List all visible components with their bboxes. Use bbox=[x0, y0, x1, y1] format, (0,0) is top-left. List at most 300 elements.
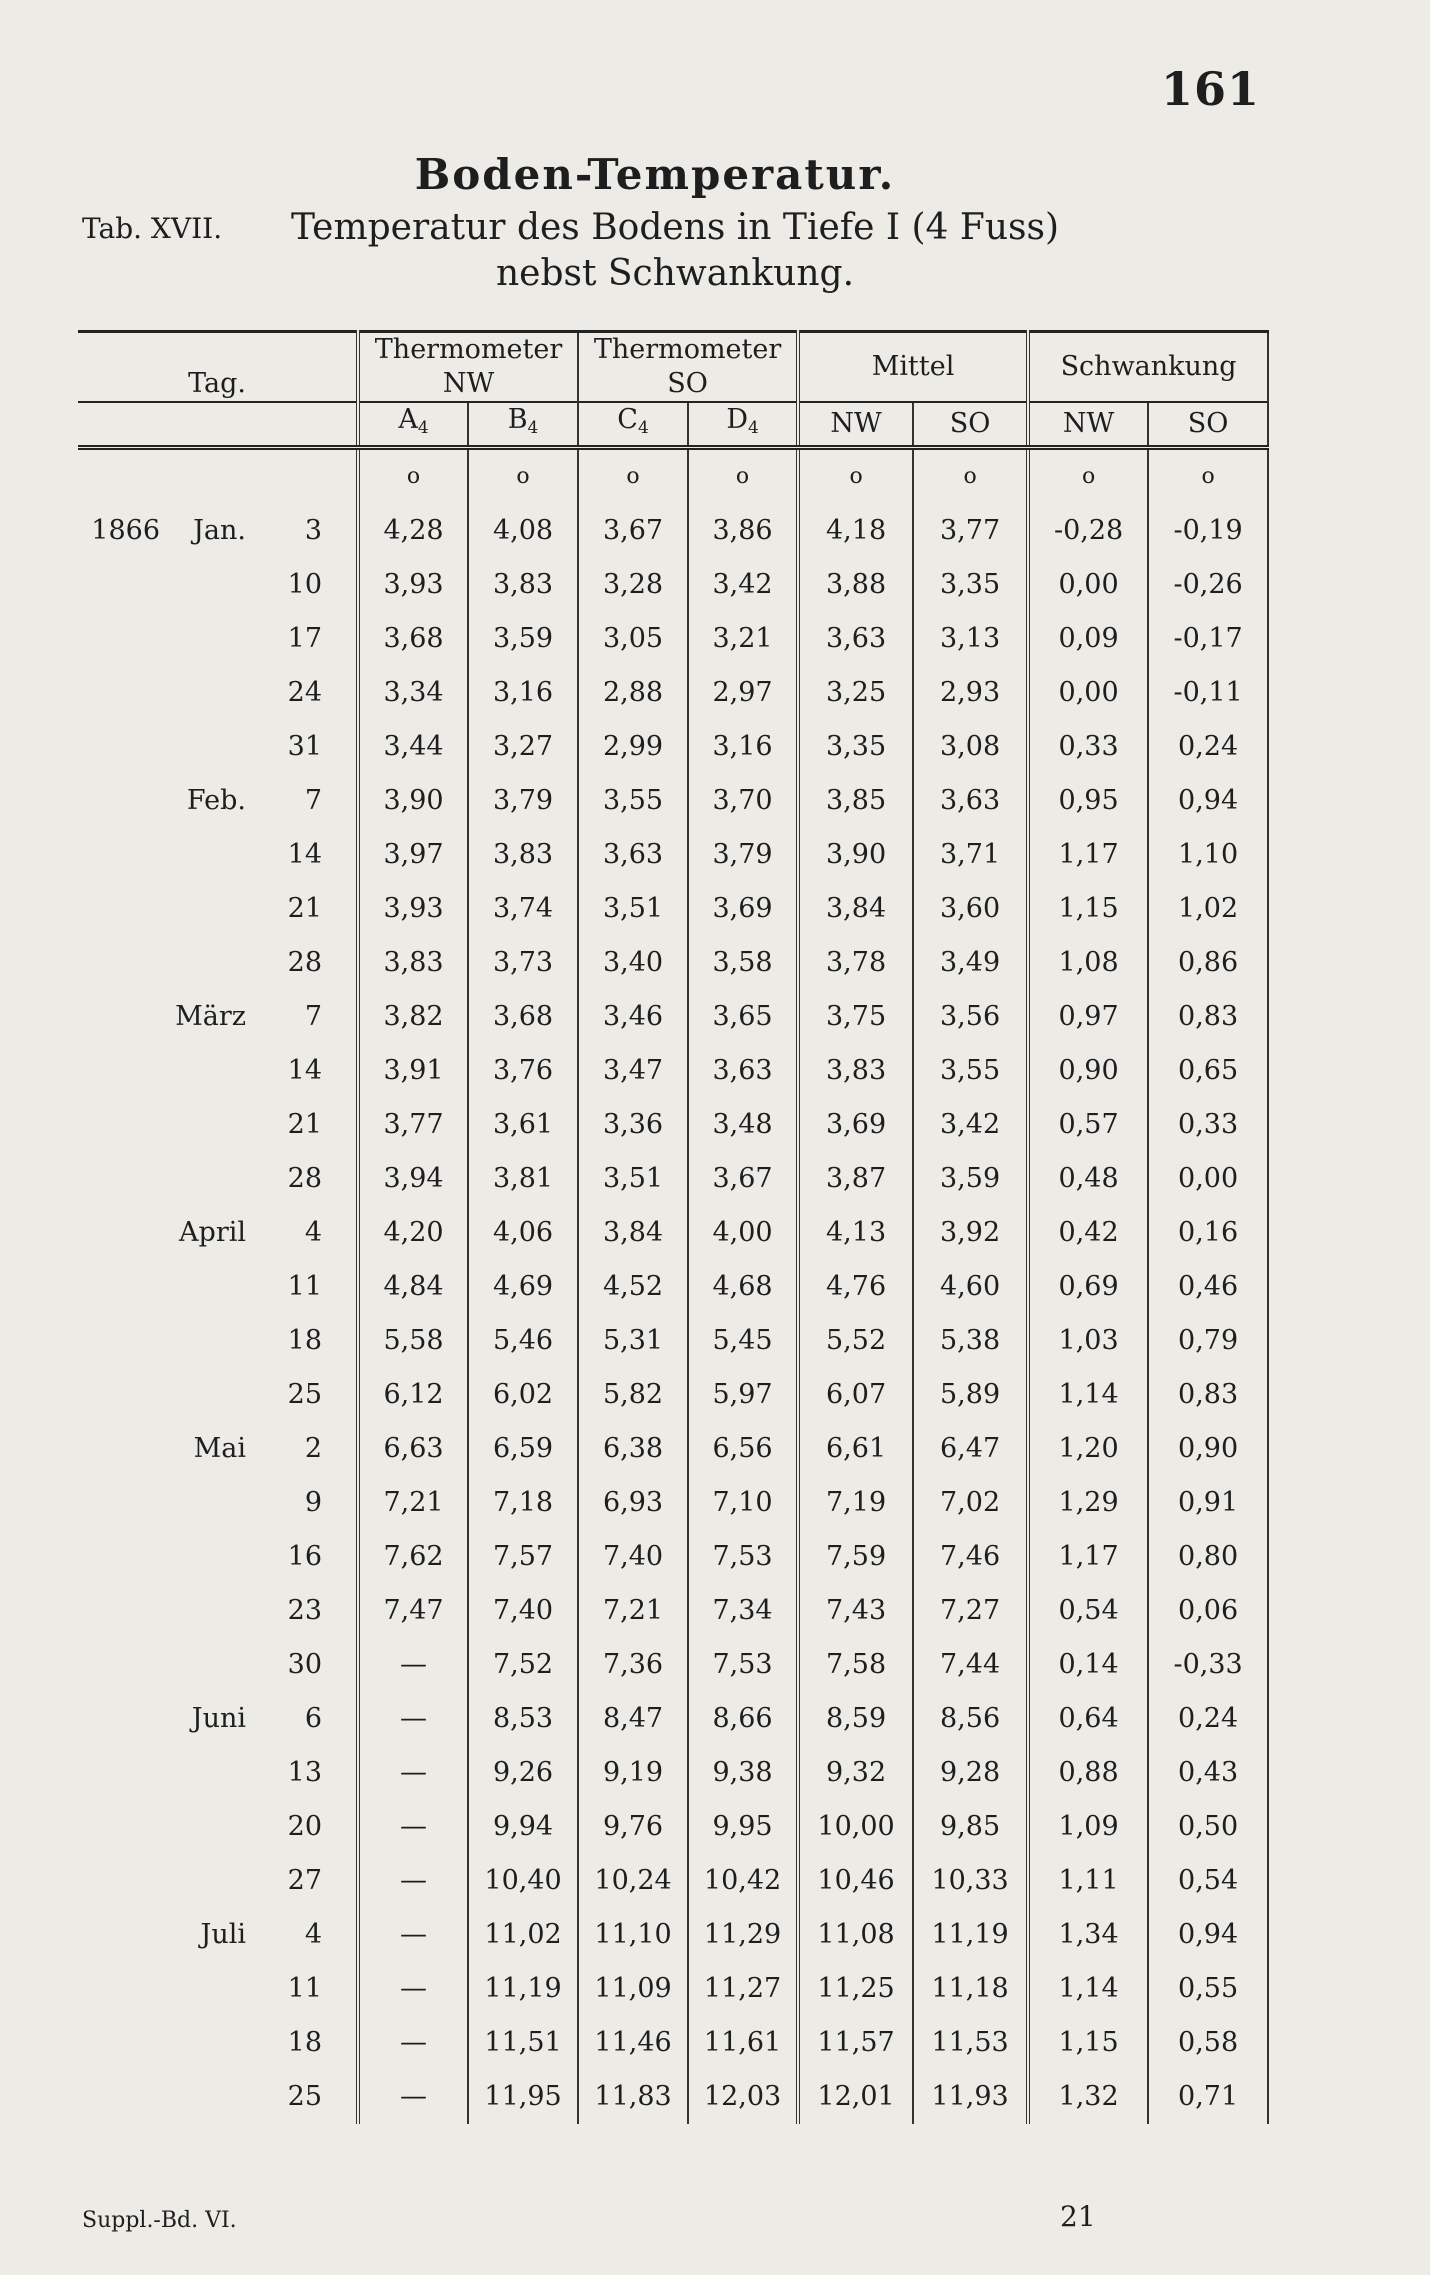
cell-schwankung-nw: 0,48 bbox=[1028, 1152, 1148, 1206]
row-day: 25 bbox=[287, 2081, 323, 2112]
row-year bbox=[78, 1692, 168, 1746]
row-month: März bbox=[175, 1001, 246, 1032]
cell-d4: 3,16 bbox=[688, 720, 798, 774]
cell-schwankung-nw: 0,64 bbox=[1028, 1692, 1148, 1746]
cell-b4: 7,52 bbox=[468, 1638, 578, 1692]
row-day: 24 bbox=[287, 677, 323, 708]
cell-c4: 2,88 bbox=[578, 666, 688, 720]
table-row bbox=[78, 1152, 1268, 1206]
cell-c4: 11,09 bbox=[578, 1962, 688, 2016]
cell-schwankung-nw: 0,57 bbox=[1028, 1098, 1148, 1152]
row-year bbox=[78, 1746, 168, 1800]
cell-d4: 4,68 bbox=[688, 1260, 798, 1314]
cell-mittel-nw: 3,78 bbox=[798, 936, 913, 990]
unit-row bbox=[78, 448, 1268, 505]
table-row bbox=[78, 1098, 1268, 1152]
cell-schwankung-nw: 1,08 bbox=[1028, 936, 1148, 990]
table-row bbox=[78, 1044, 1268, 1098]
cell-schwankung-nw: 1,32 bbox=[1028, 2070, 1148, 2124]
cell-schwankung-so: 0,65 bbox=[1148, 1044, 1268, 1098]
cell-mittel-nw: 3,87 bbox=[798, 1152, 913, 1206]
cell-c4: 3,47 bbox=[578, 1044, 688, 1098]
cell-a4: 3,93 bbox=[358, 882, 468, 936]
cell-c4: 8,47 bbox=[578, 1692, 688, 1746]
cell-b4: 11,02 bbox=[468, 1908, 578, 1962]
cell-mittel-nw: 6,61 bbox=[798, 1422, 913, 1476]
cell-b4: 3,83 bbox=[468, 558, 578, 612]
row-day: 20 bbox=[287, 1811, 323, 1842]
cell-schwankung-nw: 0,97 bbox=[1028, 990, 1148, 1044]
page-heading: Boden-Temperatur. bbox=[414, 150, 896, 199]
cell-schwankung-nw: 0,69 bbox=[1028, 1260, 1148, 1314]
cell-a4: — bbox=[358, 1908, 468, 1962]
cell-mittel-so: 9,85 bbox=[913, 1800, 1028, 1854]
cell-b4: 3,73 bbox=[468, 936, 578, 990]
cell-mittel-nw: 9,32 bbox=[798, 1746, 913, 1800]
cell-a4: 7,21 bbox=[358, 1476, 468, 1530]
cell-d4: 11,27 bbox=[688, 1962, 798, 2016]
cell-c4: 3,51 bbox=[578, 882, 688, 936]
table-row bbox=[78, 1422, 1268, 1476]
row-year bbox=[78, 558, 168, 612]
cell-a4: 3,68 bbox=[358, 612, 468, 666]
cell-c4: 11,83 bbox=[578, 2070, 688, 2124]
row-day: 4 bbox=[304, 1919, 323, 1950]
temperature-table bbox=[78, 330, 1269, 2124]
row-year bbox=[78, 774, 168, 828]
cell-schwankung-nw: 0,09 bbox=[1028, 612, 1148, 666]
row-day: 7 bbox=[304, 785, 323, 816]
cell-mittel-nw: 10,46 bbox=[798, 1854, 913, 1908]
row-month bbox=[168, 1800, 258, 1854]
cell-mittel-nw: 3,25 bbox=[798, 666, 913, 720]
row-year bbox=[78, 666, 168, 720]
cell-c4: 3,67 bbox=[578, 504, 688, 558]
row-day: 6 bbox=[304, 1703, 323, 1734]
cell-mittel-so: 3,71 bbox=[913, 828, 1028, 882]
header-d4: $D_4$ bbox=[688, 402, 798, 448]
cell-mittel-so: 3,63 bbox=[913, 774, 1028, 828]
cell-b4: 3,76 bbox=[468, 1044, 578, 1098]
cell-d4: 3,69 bbox=[688, 882, 798, 936]
cell-mittel-so: 6,47 bbox=[913, 1422, 1028, 1476]
cell-a4: 4,84 bbox=[358, 1260, 468, 1314]
cell-d4: 11,29 bbox=[688, 1908, 798, 1962]
row-month bbox=[168, 1530, 258, 1584]
caption-line-1: Temperatur des Bodens in Tiefe I (4 Fuss) bbox=[290, 207, 1060, 248]
cell-c4: 9,76 bbox=[578, 1800, 688, 1854]
cell-schwankung-nw: 1,09 bbox=[1028, 1800, 1148, 1854]
cell-mittel-nw: 7,59 bbox=[798, 1530, 913, 1584]
cell-mittel-so: 3,92 bbox=[913, 1206, 1028, 1260]
row-year bbox=[78, 936, 168, 990]
cell-d4: 5,45 bbox=[688, 1314, 798, 1368]
cell-schwankung-nw: -0,28 bbox=[1028, 504, 1148, 558]
cell-mittel-so: 3,59 bbox=[913, 1152, 1028, 1206]
row-year bbox=[78, 1314, 168, 1368]
table-row bbox=[78, 936, 1268, 990]
row-month bbox=[168, 1854, 258, 1908]
cell-mittel-nw: 3,63 bbox=[798, 612, 913, 666]
cell-mittel-nw: 4,18 bbox=[798, 504, 913, 558]
table-row bbox=[78, 2016, 1268, 2070]
row-day: 16 bbox=[287, 1541, 323, 1572]
cell-mittel-nw: 3,88 bbox=[798, 558, 913, 612]
row-month bbox=[168, 2070, 258, 2124]
cell-mittel-nw: 7,58 bbox=[798, 1638, 913, 1692]
cell-a4: 3,44 bbox=[358, 720, 468, 774]
cell-d4: 11,61 bbox=[688, 2016, 798, 2070]
row-year bbox=[78, 1800, 168, 1854]
row-year bbox=[78, 1854, 168, 1908]
row-day: 31 bbox=[287, 731, 323, 762]
cell-schwankung-so: 0,55 bbox=[1148, 1962, 1268, 2016]
cell-mittel-so: 11,19 bbox=[913, 1908, 1028, 1962]
cell-d4: 12,03 bbox=[688, 2070, 798, 2124]
cell-b4: 9,94 bbox=[468, 1800, 578, 1854]
table-row bbox=[78, 612, 1268, 666]
cell-c4: 3,63 bbox=[578, 828, 688, 882]
cell-schwankung-so: -0,26 bbox=[1148, 558, 1268, 612]
row-month bbox=[168, 1260, 258, 1314]
cell-mittel-so: 5,89 bbox=[913, 1368, 1028, 1422]
header-thermometer-nw: Thermometer NW bbox=[358, 332, 578, 403]
table-row bbox=[78, 1746, 1268, 1800]
cell-d4: 7,10 bbox=[688, 1476, 798, 1530]
cell-b4: 6,59 bbox=[468, 1422, 578, 1476]
cell-schwankung-nw: 1,14 bbox=[1028, 1368, 1148, 1422]
cell-schwankung-nw: 1,17 bbox=[1028, 1530, 1148, 1584]
cell-mittel-nw: 3,69 bbox=[798, 1098, 913, 1152]
cell-a4: 3,34 bbox=[358, 666, 468, 720]
row-year bbox=[78, 990, 168, 1044]
cell-c4: 3,46 bbox=[578, 990, 688, 1044]
table-row bbox=[78, 558, 1268, 612]
cell-mittel-nw: 4,13 bbox=[798, 1206, 913, 1260]
cell-schwankung-so: 0,83 bbox=[1148, 1368, 1268, 1422]
cell-mittel-nw: 10,00 bbox=[798, 1800, 913, 1854]
cell-c4: 7,40 bbox=[578, 1530, 688, 1584]
cell-mittel-nw: 12,01 bbox=[798, 2070, 913, 2124]
cell-c4: 3,84 bbox=[578, 1206, 688, 1260]
row-day: 21 bbox=[287, 893, 323, 924]
cell-schwankung-nw: 0,88 bbox=[1028, 1746, 1148, 1800]
row-year bbox=[78, 1962, 168, 2016]
cell-a4: — bbox=[358, 1800, 468, 1854]
unit-mark: o bbox=[798, 448, 913, 505]
cell-schwankung-nw: 1,11 bbox=[1028, 1854, 1148, 1908]
row-day: 17 bbox=[287, 623, 323, 654]
cell-schwankung-nw: 0,42 bbox=[1028, 1206, 1148, 1260]
row-month bbox=[168, 2016, 258, 2070]
cell-schwankung-so: 0,83 bbox=[1148, 990, 1268, 1044]
cell-a4: — bbox=[358, 1692, 468, 1746]
row-day: 11 bbox=[287, 1271, 323, 1302]
cell-schwankung-so: 0,54 bbox=[1148, 1854, 1268, 1908]
cell-c4: 11,46 bbox=[578, 2016, 688, 2070]
table-row bbox=[78, 2070, 1268, 2124]
row-month bbox=[168, 1584, 258, 1638]
cell-schwankung-so: 0,43 bbox=[1148, 1746, 1268, 1800]
row-year bbox=[78, 1098, 168, 1152]
row-day: 18 bbox=[287, 1325, 323, 1356]
row-month bbox=[168, 1746, 258, 1800]
cell-d4: 6,56 bbox=[688, 1422, 798, 1476]
cell-mittel-so: 3,42 bbox=[913, 1098, 1028, 1152]
cell-a4: 3,93 bbox=[358, 558, 468, 612]
cell-schwankung-nw: 0,14 bbox=[1028, 1638, 1148, 1692]
cell-schwankung-nw: 0,54 bbox=[1028, 1584, 1148, 1638]
cell-mittel-nw: 3,85 bbox=[798, 774, 913, 828]
cell-mittel-so: 7,44 bbox=[913, 1638, 1028, 1692]
cell-c4: 3,05 bbox=[578, 612, 688, 666]
cell-c4: 6,93 bbox=[578, 1476, 688, 1530]
header-b4: $B_4$ bbox=[468, 402, 578, 448]
row-day: 10 bbox=[287, 569, 323, 600]
header-mittel: Mittel bbox=[798, 332, 1028, 403]
cell-d4: 3,67 bbox=[688, 1152, 798, 1206]
table-row bbox=[78, 1962, 1268, 2016]
row-day: 21 bbox=[287, 1109, 323, 1140]
row-month bbox=[168, 1476, 258, 1530]
row-month bbox=[168, 1152, 258, 1206]
cell-c4: 11,10 bbox=[578, 1908, 688, 1962]
cell-a4: — bbox=[358, 1854, 468, 1908]
unit-mark: o bbox=[1028, 448, 1148, 505]
cell-mittel-so: 7,27 bbox=[913, 1584, 1028, 1638]
table-row bbox=[78, 504, 1268, 558]
cell-d4: 4,00 bbox=[688, 1206, 798, 1260]
cell-schwankung-nw: 0,95 bbox=[1028, 774, 1148, 828]
table-row bbox=[78, 1476, 1268, 1530]
header-tag-sub bbox=[78, 402, 358, 448]
unit-mark: o bbox=[1148, 448, 1268, 505]
header-tag: Tag. bbox=[78, 332, 358, 403]
cell-d4: 9,38 bbox=[688, 1746, 798, 1800]
cell-mittel-nw: 3,35 bbox=[798, 720, 913, 774]
row-day: 14 bbox=[287, 1055, 323, 1086]
cell-schwankung-so: 0,71 bbox=[1148, 2070, 1268, 2124]
page-number: 161 bbox=[1160, 62, 1260, 116]
row-month bbox=[168, 936, 258, 990]
table-row bbox=[78, 1800, 1268, 1854]
row-day: 18 bbox=[287, 2027, 323, 2058]
cell-mittel-so: 7,02 bbox=[913, 1476, 1028, 1530]
cell-mittel-so: 3,13 bbox=[913, 612, 1028, 666]
cell-c4: 3,36 bbox=[578, 1098, 688, 1152]
cell-a4: 7,62 bbox=[358, 1530, 468, 1584]
table-row bbox=[78, 1638, 1268, 1692]
caption-line-2: nebst Schwankung. bbox=[495, 253, 855, 294]
row-day: 9 bbox=[304, 1487, 323, 1518]
cell-schwankung-nw: 0,33 bbox=[1028, 720, 1148, 774]
cell-schwankung-nw: 1,15 bbox=[1028, 2016, 1148, 2070]
cell-schwankung-so: 0,91 bbox=[1148, 1476, 1268, 1530]
cell-schwankung-so: 0,94 bbox=[1148, 774, 1268, 828]
cell-d4: 9,95 bbox=[688, 1800, 798, 1854]
cell-b4: 11,95 bbox=[468, 2070, 578, 2124]
table-caption bbox=[290, 205, 1060, 297]
cell-schwankung-nw: 1,15 bbox=[1028, 882, 1148, 936]
header-mittel-nw: NW bbox=[798, 402, 913, 448]
table-row bbox=[78, 666, 1268, 720]
unit-mark: o bbox=[358, 448, 468, 505]
cell-b4: 4,08 bbox=[468, 504, 578, 558]
cell-schwankung-so: 0,33 bbox=[1148, 1098, 1268, 1152]
cell-b4: 9,26 bbox=[468, 1746, 578, 1800]
table-row bbox=[78, 990, 1268, 1044]
cell-schwankung-so: -0,11 bbox=[1148, 666, 1268, 720]
cell-d4: 3,58 bbox=[688, 936, 798, 990]
cell-schwankung-so: 0,80 bbox=[1148, 1530, 1268, 1584]
row-day: 4 bbox=[304, 1217, 323, 1248]
row-month bbox=[168, 1314, 258, 1368]
cell-b4: 4,69 bbox=[468, 1260, 578, 1314]
cell-a4: 6,12 bbox=[358, 1368, 468, 1422]
row-year bbox=[78, 828, 168, 882]
cell-schwankung-so: 0,90 bbox=[1148, 1422, 1268, 1476]
row-year bbox=[78, 612, 168, 666]
header-row-2 bbox=[78, 402, 1268, 448]
header-row-1 bbox=[78, 332, 1268, 403]
cell-d4: 2,97 bbox=[688, 666, 798, 720]
cell-schwankung-nw: 1,29 bbox=[1028, 1476, 1148, 1530]
table-container bbox=[78, 330, 1268, 2124]
cell-schwankung-nw: 0,00 bbox=[1028, 558, 1148, 612]
header-schwankung: Schwankung bbox=[1028, 332, 1268, 403]
footer-volume: Suppl.-Bd. VI. bbox=[82, 2208, 237, 2233]
table-row bbox=[78, 1314, 1268, 1368]
cell-a4: 4,28 bbox=[358, 504, 468, 558]
row-year bbox=[78, 720, 168, 774]
cell-schwankung-so: 0,00 bbox=[1148, 1152, 1268, 1206]
row-month bbox=[168, 1962, 258, 2016]
cell-a4: 3,90 bbox=[358, 774, 468, 828]
cell-b4: 3,16 bbox=[468, 666, 578, 720]
header-thermometer-so: Thermometer SO bbox=[578, 332, 798, 403]
cell-d4: 5,97 bbox=[688, 1368, 798, 1422]
cell-b4: 4,06 bbox=[468, 1206, 578, 1260]
table-row bbox=[78, 1260, 1268, 1314]
cell-schwankung-so: 0,24 bbox=[1148, 1692, 1268, 1746]
table-row bbox=[78, 1908, 1268, 1962]
cell-schwankung-so: 0,16 bbox=[1148, 1206, 1268, 1260]
row-year bbox=[78, 1422, 168, 1476]
cell-mittel-nw: 3,75 bbox=[798, 990, 913, 1044]
table-row bbox=[78, 1530, 1268, 1584]
table-row bbox=[78, 1368, 1268, 1422]
row-day: 28 bbox=[287, 1163, 323, 1194]
table-row bbox=[78, 774, 1268, 828]
cell-schwankung-so: 0,79 bbox=[1148, 1314, 1268, 1368]
row-day: 23 bbox=[287, 1595, 323, 1626]
cell-b4: 3,61 bbox=[468, 1098, 578, 1152]
row-day: 14 bbox=[287, 839, 323, 870]
footer-signature: 21 bbox=[1060, 2200, 1096, 2233]
cell-schwankung-nw: 1,20 bbox=[1028, 1422, 1148, 1476]
cell-a4: 6,63 bbox=[358, 1422, 468, 1476]
row-year bbox=[78, 1476, 168, 1530]
cell-c4: 3,40 bbox=[578, 936, 688, 990]
cell-mittel-so: 9,28 bbox=[913, 1746, 1028, 1800]
cell-d4: 3,65 bbox=[688, 990, 798, 1044]
cell-mittel-nw: 11,25 bbox=[798, 1962, 913, 2016]
row-year bbox=[78, 882, 168, 936]
cell-mittel-nw: 6,07 bbox=[798, 1368, 913, 1422]
row-month: Mai bbox=[193, 1433, 246, 1464]
cell-schwankung-so: 0,24 bbox=[1148, 720, 1268, 774]
row-day: 28 bbox=[287, 947, 323, 978]
row-month: Juli bbox=[200, 1919, 246, 1950]
cell-b4: 3,59 bbox=[468, 612, 578, 666]
cell-d4: 7,53 bbox=[688, 1530, 798, 1584]
cell-mittel-so: 3,55 bbox=[913, 1044, 1028, 1098]
cell-schwankung-so: 0,06 bbox=[1148, 1584, 1268, 1638]
row-month bbox=[168, 1098, 258, 1152]
cell-mittel-nw: 8,59 bbox=[798, 1692, 913, 1746]
header-schwankung-nw: NW bbox=[1028, 402, 1148, 448]
cell-mittel-so: 3,56 bbox=[913, 990, 1028, 1044]
cell-mittel-so: 11,93 bbox=[913, 2070, 1028, 2124]
cell-a4: 3,91 bbox=[358, 1044, 468, 1098]
cell-a4: 3,82 bbox=[358, 990, 468, 1044]
cell-schwankung-so: 1,02 bbox=[1148, 882, 1268, 936]
row-year bbox=[78, 1530, 168, 1584]
cell-b4: 11,19 bbox=[468, 1962, 578, 2016]
cell-mittel-so: 5,38 bbox=[913, 1314, 1028, 1368]
cell-schwankung-so: 0,94 bbox=[1148, 1908, 1268, 1962]
cell-schwankung-nw: 1,14 bbox=[1028, 1962, 1148, 2016]
cell-b4: 8,53 bbox=[468, 1692, 578, 1746]
header-mittel-so: SO bbox=[913, 402, 1028, 448]
cell-c4: 5,31 bbox=[578, 1314, 688, 1368]
row-month bbox=[168, 828, 258, 882]
cell-d4: 3,63 bbox=[688, 1044, 798, 1098]
row-year bbox=[78, 1206, 168, 1260]
cell-b4: 7,18 bbox=[468, 1476, 578, 1530]
row-day: 27 bbox=[287, 1865, 323, 1896]
row-month: Feb. bbox=[186, 785, 246, 816]
cell-a4: — bbox=[358, 1638, 468, 1692]
cell-schwankung-nw: 1,03 bbox=[1028, 1314, 1148, 1368]
unit-mark: o bbox=[688, 448, 798, 505]
cell-a4: — bbox=[358, 2070, 468, 2124]
cell-mittel-nw: 4,76 bbox=[798, 1260, 913, 1314]
table-row bbox=[78, 1854, 1268, 1908]
cell-mittel-so: 3,35 bbox=[913, 558, 1028, 612]
cell-schwankung-so: -0,33 bbox=[1148, 1638, 1268, 1692]
cell-b4: 3,79 bbox=[468, 774, 578, 828]
cell-schwankung-nw: 1,34 bbox=[1028, 1908, 1148, 1962]
header-c4: $C_4$ bbox=[578, 402, 688, 448]
cell-mittel-nw: 11,57 bbox=[798, 2016, 913, 2070]
cell-d4: 3,86 bbox=[688, 504, 798, 558]
header-a4: $A_4$ bbox=[358, 402, 468, 448]
cell-c4: 4,52 bbox=[578, 1260, 688, 1314]
row-month: Juni bbox=[191, 1703, 246, 1734]
cell-b4: 3,83 bbox=[468, 828, 578, 882]
cell-schwankung-so: 0,46 bbox=[1148, 1260, 1268, 1314]
cell-c4: 7,36 bbox=[578, 1638, 688, 1692]
cell-a4: 4,20 bbox=[358, 1206, 468, 1260]
row-day: 7 bbox=[304, 1001, 323, 1032]
cell-b4: 11,51 bbox=[468, 2016, 578, 2070]
cell-c4: 9,19 bbox=[578, 1746, 688, 1800]
row-day: 11 bbox=[287, 1973, 323, 2004]
cell-schwankung-nw: 0,00 bbox=[1028, 666, 1148, 720]
cell-mittel-nw: 11,08 bbox=[798, 1908, 913, 1962]
cell-schwankung-so: -0,17 bbox=[1148, 612, 1268, 666]
